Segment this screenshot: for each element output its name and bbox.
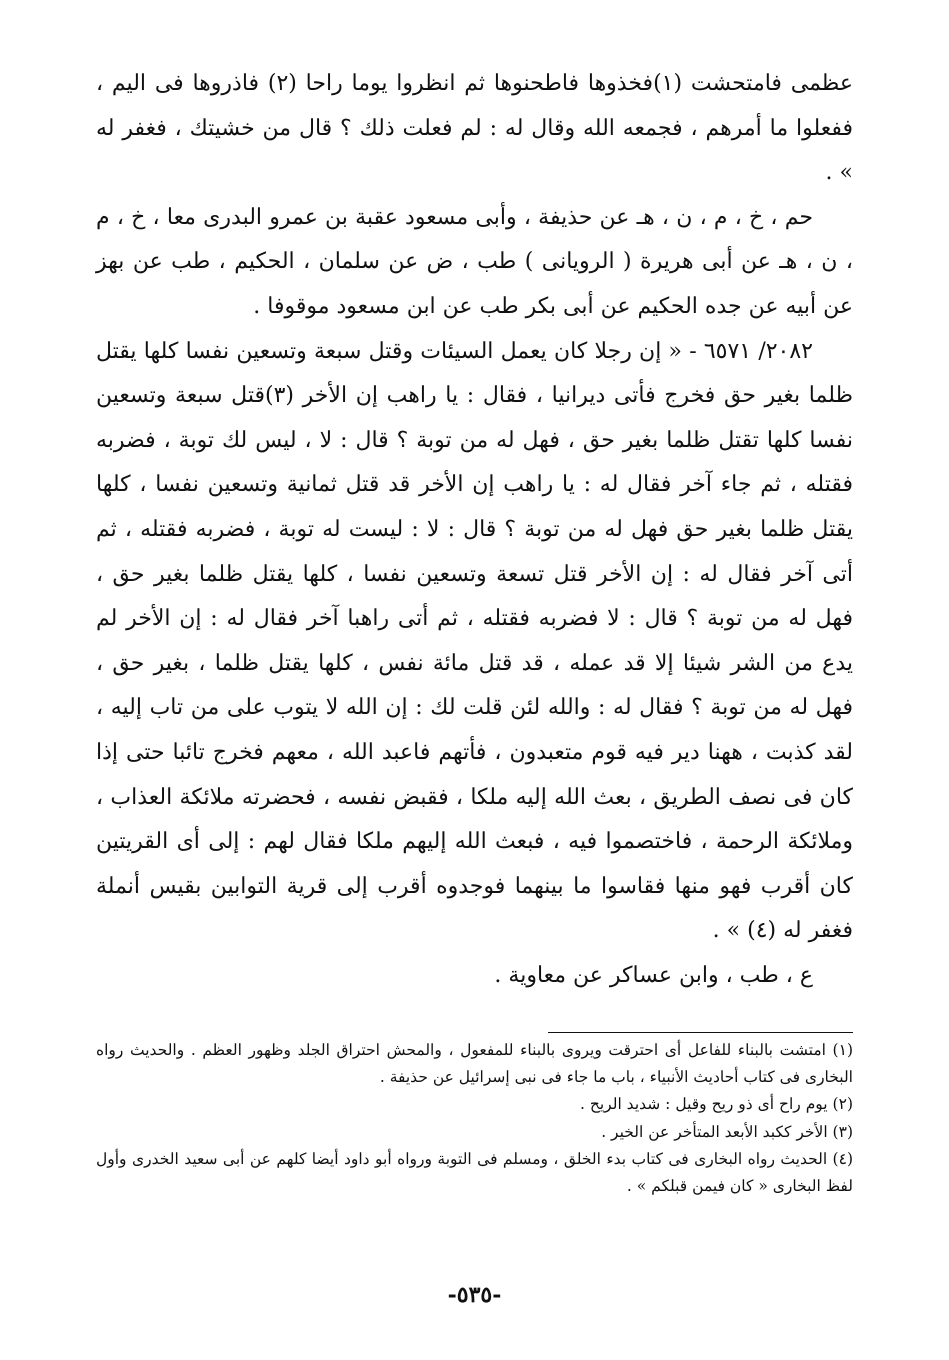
paragraph-hadith: ٢٠٨٢/ ٦٥٧١ - « إن رجلا كان يعمل السيئات وقتل سبعة وتسعين نفسا كلها يقتل ظلما بغير حق فخرج فأتى ديرانيا ، فقال : يا راهب إن الأخر (٣)قتل سبعة وتسعين نفسا كلها تقتل ظلما بغير حق ، فهل له من توبة ؟ قال : لا ، ليس لك توبة ، فضربه فقتله ، ثم جاء آخر فقال له : يا راهب إن الأخر قد قتل ثمانية وتسعين نفسا ، كلها يقتل ظلما بغير حق فهل له من توبة ؟ قال : لا : ليست له توبة ، فضربه فقتله ، ثم أتى آخر فقال له : إن الأخر قتل تسعة وتسعين نفسا ، كلها يقتل ظلما بغير حق ، فهل له من توبة ؟ قال : لا فضربه فقتله ، ثم أتى راهبا آخر فقال له : إن الأخر لم يدع من الشر شيئا إلا قد عمله ، قد قتل مائة نفس ، كلها يقتل ظلما ، بغير حق ، فهل له من توبة ؟ فقال له : والله لئن قلت لك : إن الله لا يتوب على من تاب إليه ، لقد كذبت ، ههنا دير فيه قوم متعبدون ، فأتهم فاعبد الله ، معهم فخرج تائبا حتى إذا كان فى نصف الطريق ، بعث الله إليه ملكا ، فقبض نفسه ، فحضرته ملائكة العذاب ، وملائكة الرحمة ، فاختصموا فيه ، فبعث الله إليهم ملكا فقال لهم : إلى أى القريتين كان أقرب فهو منها فقاسوا ما بينهما فوجدوه أقرب إلى قرية التوابين بقيس أنملة فغفر له (٤) » .: [96, 338, 853, 944]
footnote-3: (٣) الأخر ككبد الأبعد المتأخر عن الخير .: [601, 1122, 853, 1141]
footnote-4: (٤) الحديث رواه البخارى فى كتاب بدء الخلق ، ومسلم فى التوبة ورواه أبو داود أيضا كلهم عن أبى سعيد الخدرى وأول لفظ البخارى « كان فيمن قبلكم » .: [96, 1149, 853, 1196]
paragraph-sources: حم ، خ ، م ، ن ، هـ عن حذيفة ، وأبى مسعود عقبة بن عمرو البدرى معا ، خ ، م ، ن ، هـ عن أبى هريرة ( الرويانى ) طب ، ض عن سلمان ، الحكيم ، طب عن بهز عن أبيه عن جده الحكيم عن أبى بكر طب عن ابن مسعود موقوفا .: [96, 204, 853, 319]
paragraph-continuation: عظمى فامتحشت (١)فخذوها فاطحنوها ثم انظروا يوما راحا (٢) فاذروها فى اليم ، ففعلوا ما أمرهم ، فجمعه الله وقال له : لم فعلت ذلك ؟ قال من خشيتك ، فغفر له » .: [96, 71, 853, 186]
footnotes: [96, 1037, 853, 1200]
main-text: [96, 62, 853, 998]
footnote-2: (٢) يوم راح أى ذو ريح وقيل : شديد الريح .: [580, 1095, 853, 1114]
paragraph-sources-2: ع ، طب ، وابن عساكر عن معاوية .: [494, 962, 813, 988]
footnote-1: (١) امتشت بالبناء للفاعل أى احترقت ويروى بالبناء للمفعول ، والمحش احتراق الجلد وظهور العظم . والحديث رواه البخارى فى كتاب أحاديث الأنبياء ، باب ما جاء فى نبى إسرائيل عن حذيفة .: [96, 1041, 853, 1087]
page-number: -٥٣٥-: [447, 1282, 502, 1308]
footnote-separator: [548, 1032, 853, 1033]
